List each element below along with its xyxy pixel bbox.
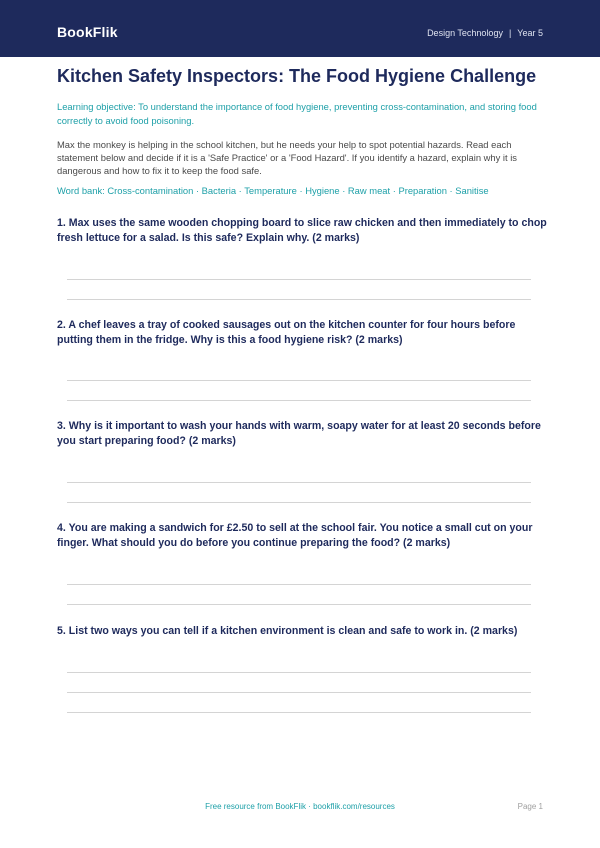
question-2: 2. A chef leaves a tray of cooked sausages out on the kitchen counter for four hours before putting them in the fridge. Why is this a food hygiene risk? (2 marks) — [57, 319, 516, 346]
intro-text: Max the monkey is helping in the school kitchen, but he needs your help to spot potential hazards. Read each statement below and decide if it is a 'Safe Practice' or a 'Food Hazard'. If you identify a hazard, explain why it is dangerous and how to fix it to keep the food safe. — [57, 139, 517, 176]
page-number: Page 1 — [517, 802, 543, 811]
question-3: 3. Why is it important to wash your hands with warm, soapy water for at least 20 seconds before you start preparing food? (2 marks) — [57, 420, 541, 447]
header-meta — [427, 28, 543, 38]
learning-objective: Learning objective: To understand the importance of food hygiene, preventing cross-contamination, and storing food correctly to avoid food poisoning. — [57, 101, 537, 126]
brand-logo: BookFlik — [57, 24, 118, 40]
answer-line[interactable] — [67, 380, 531, 381]
answer-line[interactable] — [67, 672, 531, 673]
question-4: 4. You are making a sandwich for £2.50 to sell at the school fair. You notice a small cut on your finger. What should you do before you continue preparing the food? (2 marks) — [57, 522, 533, 549]
year-label: Year 5 — [517, 28, 543, 38]
answer-line[interactable] — [67, 502, 531, 503]
subject-label: Design Technology — [427, 28, 503, 38]
answer-line[interactable] — [67, 604, 531, 605]
question-1: 1. Max uses the same wooden chopping board to slice raw chicken and then immediately to chop fresh lettuce for a salad. Is this safe? Explain why. (2 marks) — [57, 217, 547, 244]
page-title: Kitchen Safety Inspectors: The Food Hygiene Challenge — [57, 66, 537, 86]
answer-line[interactable] — [67, 299, 531, 300]
answer-line[interactable] — [67, 400, 531, 401]
answer-line[interactable] — [67, 712, 531, 713]
page-header — [0, 0, 600, 57]
answer-line[interactable] — [67, 279, 531, 280]
footer-resource-link[interactable]: Free resource from BookFlik · bookflik.com/resources — [205, 802, 395, 811]
header-separator: | — [508, 28, 512, 38]
answer-line[interactable] — [67, 482, 531, 483]
word-bank: Word bank: Cross-contamination · Bacteria · Temperature · Hygiene · Raw meat · Preparation · Sanitise — [57, 185, 489, 196]
answer-line[interactable] — [67, 692, 531, 693]
answer-line[interactable] — [67, 584, 531, 585]
question-5: 5. List two ways you can tell if a kitchen environment is clean and safe to work in. (2 marks) — [57, 625, 518, 637]
